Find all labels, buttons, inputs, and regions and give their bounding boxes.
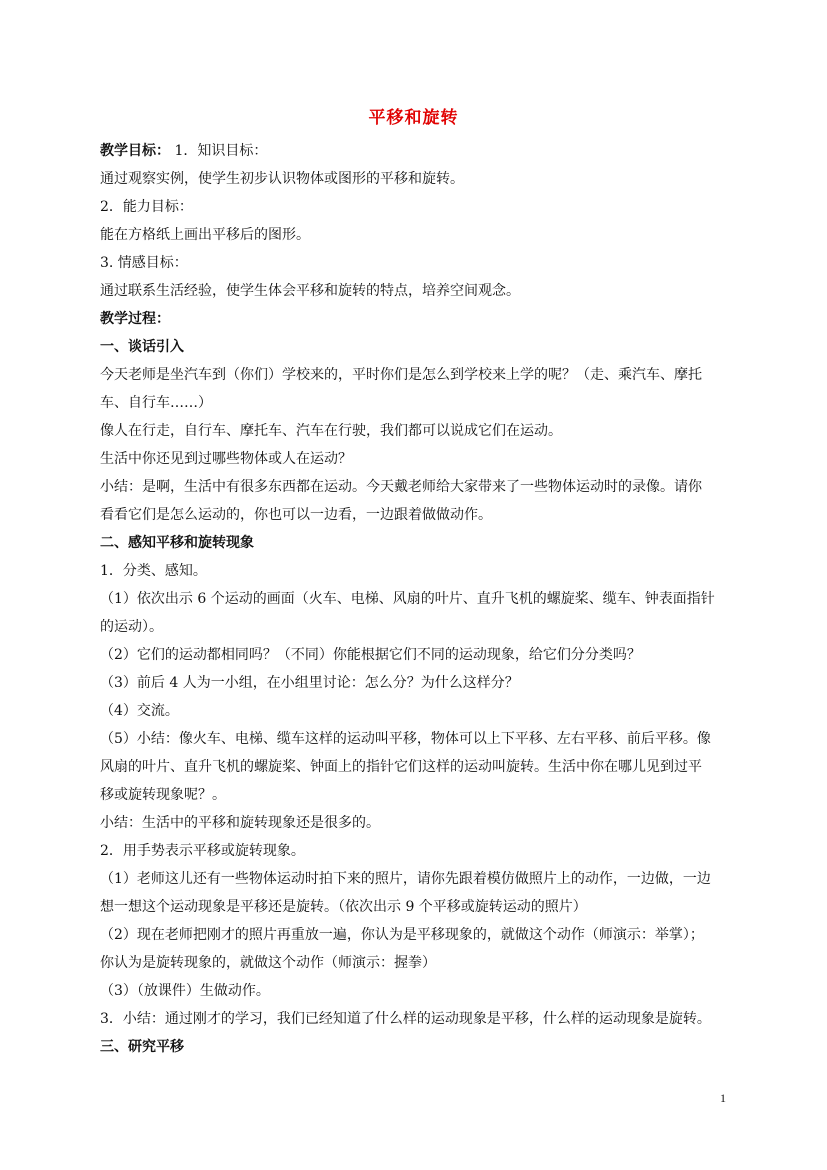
text-line [100,753,732,781]
line-text: 小结：是啊，生活中有很多东西都在运动。今天戴老师给大家带来了一些物体运动时的录像。请你 [100,479,702,495]
text-line [100,529,732,557]
text-line [100,1005,732,1033]
page-number: 1 [720,1091,726,1105]
text-line [100,837,732,865]
section-heading: 三、研究平移 [100,1039,184,1055]
line-text: （1）老师这儿还有一些物体运动时拍下来的照片，请你先跟着模仿做照片上的动作，一边做，一边 [100,871,711,887]
text-line [100,641,732,669]
text-line [100,697,732,725]
text-line [100,249,732,277]
line-text: 你认为是旋转现象的，就做这个动作（师演示：握拳） [100,955,436,971]
section-heading: 一、谈话引入 [100,339,184,355]
line-text: 能在方格纸上画出平移后的图形。 [100,227,310,243]
line-text: 车、自行车……） [100,395,212,411]
text-line [100,389,732,417]
text-line [100,809,732,837]
text-line [100,1033,732,1061]
text-line [100,277,732,305]
line-text: （3）（放课件）生做动作。 [100,983,270,999]
text-line [100,557,732,585]
line-text: 看看它们是怎么运动的，你也可以一边看，一边跟着做做动作。 [100,507,492,523]
line-text: 今天老师是坐汽车到（你们）学校来的，平时你们是怎么到学校来上学的呢？（走、乘汽车、摩托 [100,367,702,383]
text-line [100,193,732,221]
line-text: （4）交流。 [100,703,179,719]
line-text: 3. 情感目标： [100,255,188,271]
line-text: 想一想这个运动现象是平移还是旋转。（依次出示 9 个平移或旋转运动的照片） [100,899,587,915]
text-line [100,893,732,921]
text-line [100,669,732,697]
text-line [100,333,732,361]
line-text: 1．分类、感知。 [100,563,207,579]
document-title: 平移和旋转 [368,108,459,128]
section-heading: 二、感知平移和旋转现象 [100,535,254,551]
line-text: 2．用手势表示平移或旋转现象。 [100,843,305,859]
text-line [100,165,732,193]
text-line [100,137,732,165]
text-line [100,305,732,333]
text-line [100,613,732,641]
line-text: 像人在行走，自行车、摩托车、汽车在行驶，我们都可以说成它们在运动。 [100,423,562,439]
section-heading: 教学目标： [100,143,170,159]
text-line [100,949,732,977]
text-line [100,725,732,753]
line-text: 生活中你还见到过哪些物体或人在运动？ [100,451,352,467]
line-text: 风扇的叶片、直升飞机的螺旋桨、钟面上的指针它们这样的运动叫旋转。生活中你在哪儿见到过平 [100,759,702,775]
section-heading: 教学过程： [100,311,170,327]
text-line [100,865,732,893]
text-line [100,473,732,501]
line-text: 1．知识目标： [170,143,268,159]
text-line [100,921,732,949]
line-text: （1）依次出示 6 个运动的画面（火车、电梯、风扇的叶片、直升飞机的螺旋桨、缆车、钟表面指针 [100,591,715,607]
text-line [100,977,732,1005]
text-line [100,221,732,249]
text-line [100,417,732,445]
line-text: 通过观察实例，使学生初步认识物体或图形的平移和旋转。 [100,171,464,187]
text-line [100,781,732,809]
line-text: 2．能力目标： [100,199,193,215]
line-text: （2）它们的运动都相同吗？（不同）你能根据它们不同的运动现象，给它们分分类吗？ [100,647,641,663]
line-text: 的运动）。 [100,619,163,635]
line-text: 移或旋转现象呢？。 [100,787,226,803]
text-line [100,501,732,529]
line-text: 3．小结：通过刚才的学习，我们已经知道了什么样的运动现象是平移，什么样的运动现象是旋转。 [100,1011,711,1027]
text-line [100,445,732,473]
line-text: 通过联系生活经验，使学生体会平移和旋转的特点，培养空间观念。 [100,283,520,299]
text-line [100,585,732,613]
line-text: （3）前后 4 人为一小组，在小组里讨论：怎么分？为什么这样分？ [100,675,519,691]
document-body [100,137,732,1061]
text-line [100,361,732,389]
line-text: （2）现在老师把刚才的照片再重放一遍，你认为是平移现象的，就做这个动作（师演示：举掌）； [100,927,704,943]
line-text: 小结：生活中的平移和旋转现象还是很多的。 [100,815,380,831]
line-text: （5）小结：像火车、电梯、缆车这样的运动叫平移，物体可以上下平移、左右平移、前后平移。像 [100,731,711,747]
